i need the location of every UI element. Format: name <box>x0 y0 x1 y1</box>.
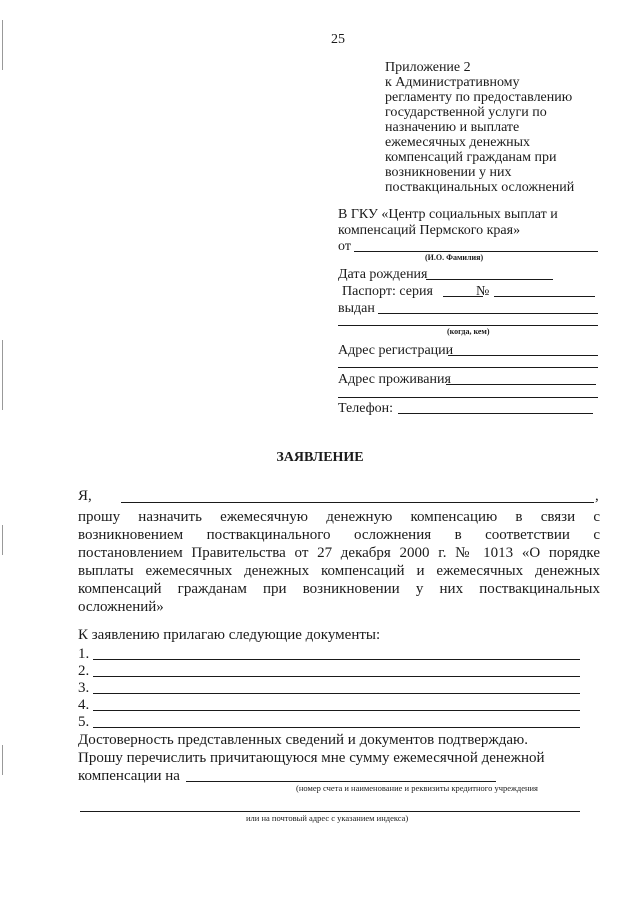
issued-field[interactable] <box>378 313 598 314</box>
addressee-line-2: компенсаций Пермского края» <box>338 223 521 238</box>
applicant-name-field[interactable] <box>121 502 594 503</box>
statement-paragraph <box>78 508 600 616</box>
document-item-number: 4. <box>78 697 90 713</box>
postal-caption: или на почтовый адрес с указанием индекса) <box>246 813 409 823</box>
scan-edge-top <box>2 20 3 70</box>
statement-line: прошу назначить ежемесячную денежную компенсацию в связи с <box>78 509 600 525</box>
reg-address-field[interactable] <box>448 355 598 356</box>
birth-date-field[interactable] <box>426 279 553 280</box>
from-name-field[interactable] <box>354 251 598 252</box>
issued-caption: (когда, кем) <box>447 327 490 336</box>
appendix-line: возникновении у них <box>385 165 512 180</box>
document-item-field[interactable] <box>93 676 580 677</box>
appendix-line: Приложение 2 <box>385 60 471 75</box>
documents-intro: К заявлению прилагаю следующие документы: <box>78 627 381 643</box>
scan-edge-low <box>2 525 3 555</box>
issued-field-line-2[interactable] <box>338 325 598 326</box>
page-number: 25 <box>331 32 345 47</box>
document-item-field[interactable] <box>93 710 580 711</box>
phone-label: Телефон: <box>338 401 394 416</box>
passport-number-label: № <box>476 284 490 299</box>
appendix-line: компенсаций гражданам при <box>385 150 557 165</box>
statement-line: компенсаций гражданам при возникновении у них поствакцинальных <box>78 581 600 597</box>
statement-line: выплаты ежемесячных денежных компенсаций и ежемесячных денежных <box>78 563 600 579</box>
issued-label: выдан <box>338 301 375 316</box>
document-item-number: 5. <box>78 714 90 730</box>
document-item-number: 2. <box>78 663 90 679</box>
document-item-number: 1. <box>78 646 90 662</box>
document-item-field[interactable] <box>93 693 580 694</box>
request-text: Прошу перечислить причитающуюся мне сумму ежемесячной денежной <box>78 750 545 766</box>
passport-series-label: Паспорт: серия <box>342 284 433 299</box>
document-item-field[interactable] <box>93 727 580 728</box>
reg-address-label: Адрес регистрации <box>338 343 454 358</box>
appendix-line: ежемесячных денежных <box>385 135 531 150</box>
passport-number-field[interactable] <box>494 296 595 297</box>
appendix-block <box>385 60 574 195</box>
confirm-text: Достоверность представленных сведений и документов подтверждаю. <box>78 732 528 748</box>
from-label: от <box>338 239 351 254</box>
appendix-line: государственной услуги по <box>385 105 547 120</box>
scan-edge-bottom <box>2 745 3 775</box>
account-field[interactable] <box>186 781 496 782</box>
live-address-label: Адрес проживания <box>338 372 451 387</box>
page-title: ЗАЯВЛЕНИЕ <box>276 450 364 465</box>
document-item-field[interactable] <box>93 659 580 660</box>
phone-field[interactable] <box>398 413 593 414</box>
appendix-line: регламенту по предоставлению <box>385 90 573 105</box>
from-caption: (И.О. Фамилия) <box>425 253 484 262</box>
compensation-label: компенсации на <box>78 768 180 784</box>
reg-address-field-line-2[interactable] <box>338 367 598 368</box>
scan-edge-mid <box>2 340 3 410</box>
i-label: Я, <box>78 488 92 504</box>
postal-address-field[interactable] <box>80 811 580 812</box>
addressee-line-1: В ГКУ «Центр социальных выплат и <box>338 207 558 222</box>
statement-line: осложнений» <box>78 599 164 615</box>
appendix-line: поствакцинальных осложнений <box>385 180 575 195</box>
statement-line: возникновением поствакцинального осложнения в соответствии с <box>78 527 600 543</box>
live-address-field-line-2[interactable] <box>338 397 598 398</box>
account-caption: (номер счета и наименование и реквизиты кредитного учреждения <box>296 783 538 793</box>
live-address-field[interactable] <box>446 384 596 385</box>
birth-date-label: Дата рождения <box>338 267 428 282</box>
appendix-line: назначению и выплате <box>385 120 520 135</box>
document-item-number: 3. <box>78 680 90 696</box>
appendix-line: к Административному <box>385 75 520 90</box>
name-comma: , <box>595 488 599 504</box>
statement-line: постановлением Правительства от 27 декабря 2000 г. № 1013 «О порядке <box>78 545 600 561</box>
